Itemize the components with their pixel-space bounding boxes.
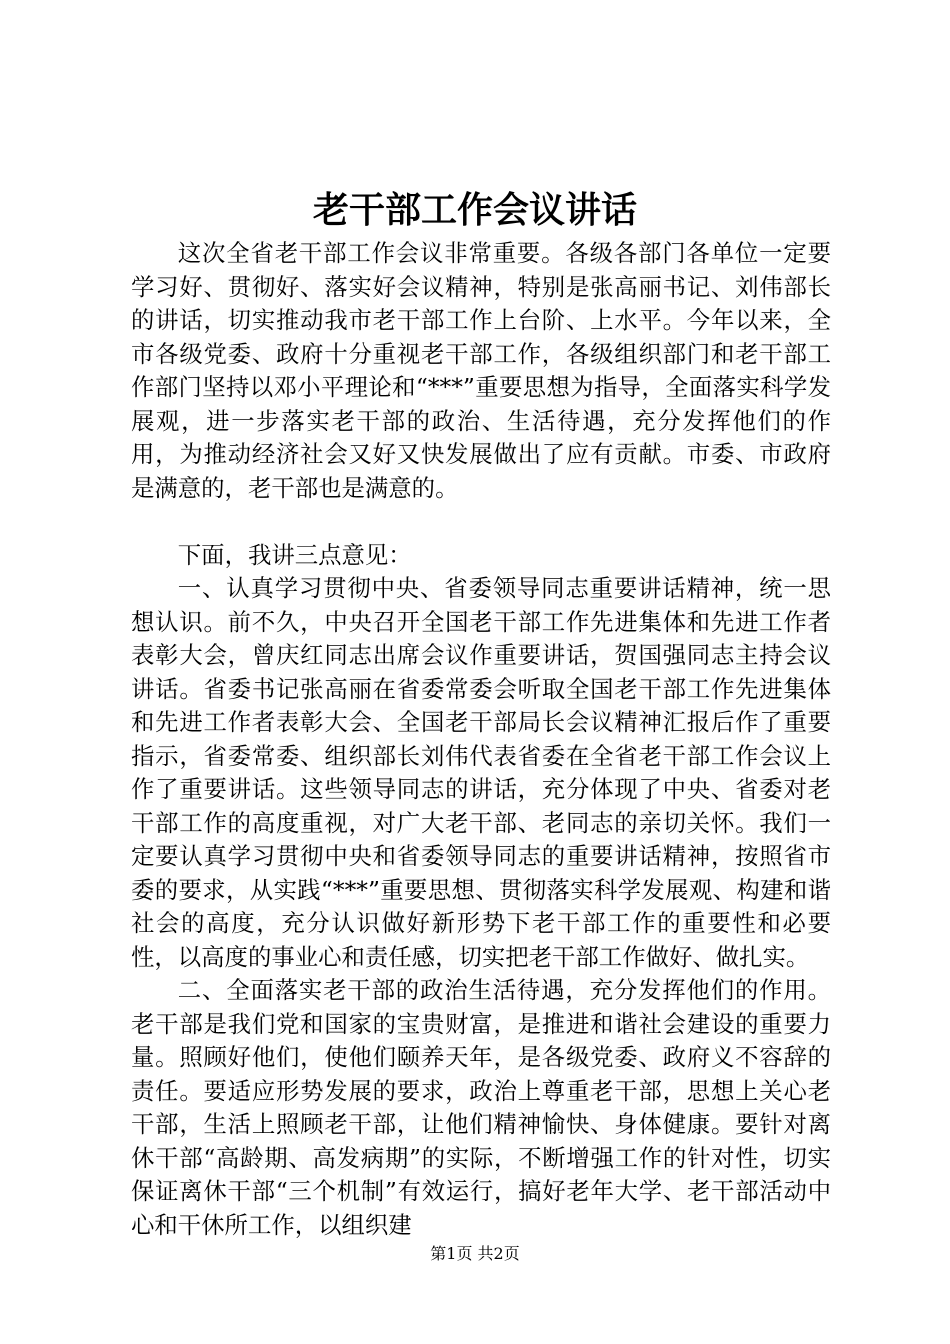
paragraph-intro: 这次全省老干部工作会议非常重要。各级各部门各单位一定要学习好、贯彻好、落实好会议精神，特别是张高丽书记、刘伟部长的讲话，切实推动我市老干部工作上台阶、上水平。今年以来，全市各级党委、政府十分重视老干部工作，各级组织部门和老干部工作部门坚持以邓小平理论和“***”重要思想为指导，全面落实科学发展观，进一步落实老干部的政治、生活待遇，充分发挥他们的作用，为推动经济社会又好又快发展做出了应有贡献。市委、市政府是满意的，老干部也是满意的。 [131, 239, 831, 502]
paragraph-outline: 下面，我讲三点意见： [177, 540, 412, 569]
paragraph-spacer [131, 505, 831, 539]
page-footer: 第1页 共2页 [430, 1244, 520, 1263]
document-title: 老干部工作会议讲话 [312, 189, 637, 231]
paragraph-point-two: 二、全面落实老干部的政治生活待遇，充分发挥他们的作用。老干部是我们党和国家的宝贵财富，是推进和谐社会建设的重要力量。照顾好他们，使他们颐养天年，是各级党委、政府义不容辞的责任。要适应形势发展的要求，政治上尊重老干部，思想上关心老干部，生活上照顾老干部，让他们精神愉快、身体健康。要针对离休干部“高龄期、高发病期”的实际，不断增强工作的针对性，切实保证离休干部“三个机制”有效运行，搞好老年大学、老干部活动中心和干休所工作，以组织建 [131, 976, 831, 1239]
document-body [131, 237, 831, 1242]
paragraph-point-one: 一、认真学习贯彻中央、省委领导同志重要讲话精神，统一思想认识。前不久，中央召开全国老干部工作先进集体和先进工作者表彰大会，曾庆红同志出席会议作重要讲话，贺国强同志主持会议讲话。省委书记张高丽在省委常委会听取全国老干部工作先进集体和先进工作者表彰大会、全国老干部局长会议精神汇报后作了重要指示，省委常委、组织部长刘伟代表省委在全省老干部工作会议上作了重要讲话。这些领导同志的讲话，充分体现了中央、省委对老干部工作的高度重视，对广大老干部、老同志的亲切关怀。我们一定要认真学习贯彻中央和省委领导同志的重要讲话精神，按照省市委的要求，从实践“***”重要思想、贯彻落实科学发展观、构建和谐社会的高度，充分认识做好新形势下老干部工作的重要性和必要性，以高度的事业心和责任感，切实把老干部工作做好、做扎实。 [131, 574, 831, 971]
